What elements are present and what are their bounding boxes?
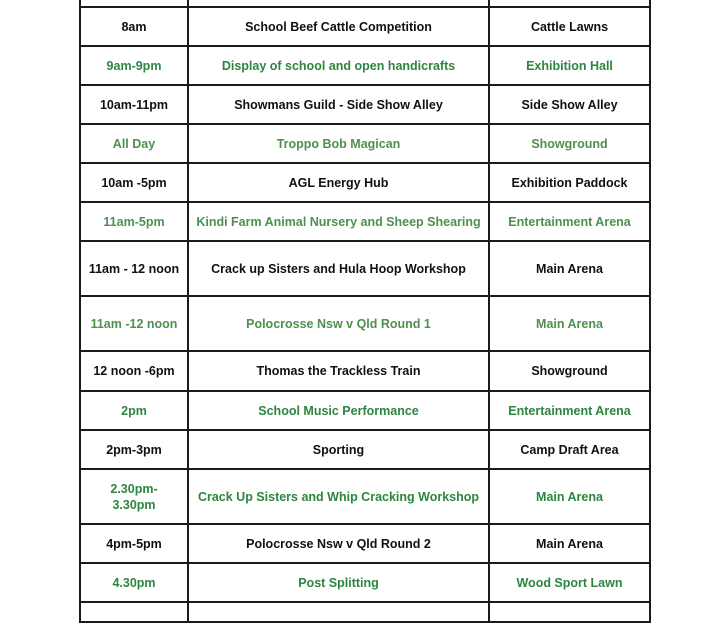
table-row [80, 430, 650, 469]
event-cell: AGL Energy Hub [188, 163, 489, 202]
table-row [80, 7, 650, 46]
event-cell: Post Splitting [188, 563, 489, 602]
event-cell: Crack Up Sisters and Whip Cracking Workshop [188, 469, 489, 524]
table-row [80, 163, 650, 202]
venue-cell: Main Arena [489, 469, 650, 524]
time-cell: All Day [80, 124, 188, 163]
time-cell: 9am-9pm [80, 46, 188, 85]
table-row [80, 85, 650, 124]
event-cell [188, 0, 489, 7]
venue-cell: Side Show Alley [489, 85, 650, 124]
event-schedule-table [79, 0, 651, 623]
event-cell: Polocrosse Nsw v Qld Round 2 [188, 524, 489, 563]
venue-cell: Showground [489, 351, 650, 391]
table-row [80, 351, 650, 391]
event-cell: Showmans Guild - Side Show Alley [188, 85, 489, 124]
venue-cell [489, 602, 650, 622]
venue-cell: Cattle Lawns [489, 7, 650, 46]
table-row [80, 46, 650, 85]
table-row [80, 602, 650, 622]
table-row [80, 202, 650, 241]
venue-cell: Entertainment Arena [489, 202, 650, 241]
time-cell: 2.30pm- 3.30pm [80, 469, 188, 524]
event-cell: School Music Performance [188, 391, 489, 430]
time-cell: 8am [80, 7, 188, 46]
time-cell: 2pm [80, 391, 188, 430]
venue-cell: Showground [489, 124, 650, 163]
time-cell: 4pm-5pm [80, 524, 188, 563]
venue-cell: Main Arena [489, 296, 650, 351]
event-cell: Sporting [188, 430, 489, 469]
venue-cell [489, 0, 650, 7]
table-row [80, 524, 650, 563]
event-cell: Display of school and open handicrafts [188, 46, 489, 85]
time-cell: 10am -5pm [80, 163, 188, 202]
venue-cell: Exhibition Paddock [489, 163, 650, 202]
event-cell: Troppo Bob Magican [188, 124, 489, 163]
time-cell: 11am-5pm [80, 202, 188, 241]
venue-cell: Wood Sport Lawn [489, 563, 650, 602]
time-cell: 10am-11pm [80, 85, 188, 124]
table-row [80, 0, 650, 7]
table-row [80, 124, 650, 163]
venue-cell: Exhibition Hall [489, 46, 650, 85]
event-cell [188, 602, 489, 622]
table-row [80, 296, 650, 351]
time-cell [80, 0, 188, 7]
table-row [80, 469, 650, 524]
venue-cell: Camp Draft Area [489, 430, 650, 469]
time-cell: 2pm-3pm [80, 430, 188, 469]
time-cell: 12 noon -6pm [80, 351, 188, 391]
table-row [80, 241, 650, 296]
table-row [80, 391, 650, 430]
table-row [80, 563, 650, 602]
event-cell: Kindi Farm Animal Nursery and Sheep Shearing [188, 202, 489, 241]
time-cell [80, 602, 188, 622]
venue-cell: Main Arena [489, 241, 650, 296]
time-cell: 11am - 12 noon [80, 241, 188, 296]
event-cell: Thomas the Trackless Train [188, 351, 489, 391]
event-cell: School Beef Cattle Competition [188, 7, 489, 46]
event-cell: Polocrosse Nsw v Qld Round 1 [188, 296, 489, 351]
time-cell: 4.30pm [80, 563, 188, 602]
venue-cell: Entertainment Arena [489, 391, 650, 430]
event-cell: Crack up Sisters and Hula Hoop Workshop [188, 241, 489, 296]
time-cell: 11am -12 noon [80, 296, 188, 351]
venue-cell: Main Arena [489, 524, 650, 563]
